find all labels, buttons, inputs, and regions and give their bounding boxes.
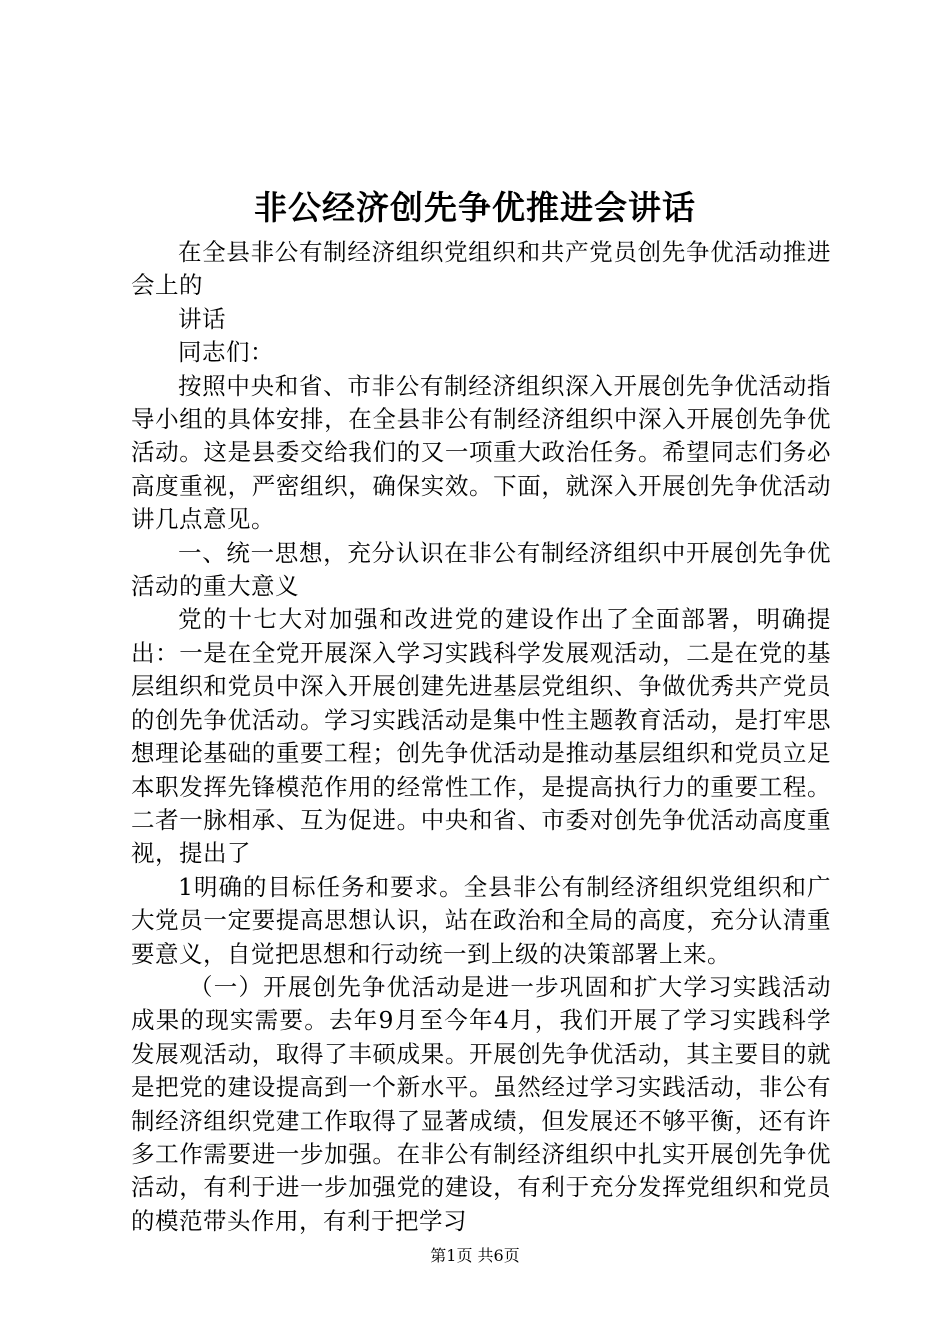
subsection-paragraph: （一）开展创先争优活动是进一步巩固和扩大学习实践活动成果的现实需要。去年9月至今年4月，我们开展了学习实践科学发展观活动，取得了丰硕成果。开展创先争优活动，其主要目的就是把党的建设提高到一个新水平。虽然经过学习实践活动，非公有制经济组织党建工作取得了显著成绩，但发展还不够平衡，还有许多工作需要进一步加强。在非公有制经济组织中扎实开展创先争优活动，有利于进一步加强党的建设，有利于充分发挥党组织和党员的模范带头作用，有利于把学习 — [131, 972, 831, 1235]
body-paragraph: 按照中央和省、市非公有制经济组织深入开展创先争优活动指导小组的具体安排，在全县非公有制经济组织中深入开展创先争优活动。这是县委交给我们的又一项重大政治任务。希望同志们务必高度重视，严密组织，确保实效。下面，就深入开展创先争优活动讲几点意见。 — [131, 371, 831, 534]
salutation: 同志们： — [178, 338, 274, 367]
heading-line-1: 在全县非公有制经济组织党组织和共产党员创先争优活动推进会上的 — [131, 238, 831, 300]
page-number: 第1页 共6页 — [430, 1246, 520, 1265]
document-body — [131, 236, 831, 1238]
heading-line-2: 讲话 — [178, 304, 226, 333]
section-heading: 一、统一思想，充分认识在非公有制经济组织中开展创先争优活动的重大意义 — [131, 538, 831, 601]
body-paragraph: 党的十七大对加强和改进党的建设作出了全面部署，明确提出：一是在全党开展深入学习实践科学发展观活动，二是在党的基层组织和党员中深入开展创建先进基层党组织、争做优秀共产党员的创先争优活动。学习实践活动是集中性主题教育活动，是打牢思想理论基础的重要工程；创先争优活动是推动基层组织和党员立足本职发挥先锋模范作用的经常性工作，是提高执行力的重要工程。二者一脉相承、互为促进。中央和省、市委对创先争优活动高度重视，提出了 — [131, 605, 831, 868]
document-title: 非公经济创先争优推进会讲话 — [254, 188, 696, 227]
body-paragraph: 1明确的目标任务和要求。全县非公有制经济组织党组织和广大党员一定要提高思想认识，站在政治和全局的高度，充分认清重要意义，自觉把思想和行动统一到上级的决策部署上来。 — [131, 872, 831, 968]
